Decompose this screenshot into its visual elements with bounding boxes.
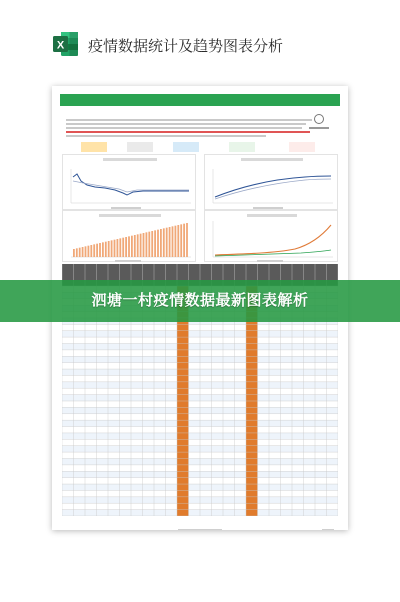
bar [102,242,104,257]
stat-cell [108,142,126,152]
stat-cell [60,142,80,152]
series-line-light [73,181,189,192]
bar [177,225,179,257]
bar [160,229,162,257]
bar [122,238,124,257]
line-chart-1 [63,155,197,211]
bar [131,236,133,257]
bar [111,240,113,257]
chart-panel-2 [204,154,338,210]
banner-title: 泗塘一村疫情数据最新图表解析 [91,292,309,309]
sheet-header-bar [60,94,340,106]
header [0,0,400,80]
bar [90,245,92,257]
bar [186,223,188,257]
bar [146,232,148,257]
bar [172,226,174,257]
legend-placeholder [257,260,283,262]
stat-cell [270,142,288,152]
line-chart-4 [205,211,339,263]
bar [163,228,165,257]
description-line [66,135,266,137]
series-line-orange [215,225,331,255]
bar [175,226,177,257]
bar [82,247,84,257]
bar [180,224,182,257]
bar [143,233,145,257]
series-line-green [215,250,331,256]
page-number-placeholder [322,529,334,530]
bar [125,237,127,257]
page-title: 疫情数据统计及趋势图表分析 [88,38,284,55]
bar [137,234,139,257]
bar [85,246,87,257]
bar-series [73,223,188,257]
series-line-light [215,179,331,199]
bar [151,231,153,257]
bar [76,248,78,257]
chart-panel-4 [204,210,338,262]
chart-title-placeholder [99,214,161,217]
line-chart-2 [205,155,339,211]
excel-icon-letter: X [56,39,65,52]
description-line [66,131,310,133]
bar [169,227,171,257]
bar-chart-3 [63,211,197,263]
bar [117,239,119,257]
logo [306,114,332,132]
stat-cell [210,142,228,152]
stat-cell [81,142,107,152]
sheet-footer [60,520,340,526]
stat-cell [289,142,315,152]
excel-file-icon [52,30,80,58]
bar [73,249,75,257]
stat-cell [173,142,199,152]
bar [105,242,107,257]
chart-title-placeholder [247,214,297,217]
chart-panel-1 [62,154,196,210]
bar [108,241,110,257]
summary-stats-row [60,142,340,152]
bar [140,234,142,257]
legend-placeholder [111,207,141,209]
legend-placeholder [115,260,141,262]
chart-title-placeholder [241,158,303,161]
bar [93,244,95,257]
bar [166,228,168,257]
chart-title-placeholder [103,158,157,161]
stat-cell [154,142,172,152]
legend-placeholder [253,207,283,209]
bar [96,244,98,257]
description-line [66,123,306,125]
description-line [66,127,302,129]
stat-cell [127,142,153,152]
bar [99,243,101,257]
footer-text-placeholder [178,529,222,530]
bar [134,235,136,257]
bar [148,232,150,257]
logo-bar [309,127,329,129]
bar [183,224,185,257]
stat-cell [229,142,255,152]
bar [157,230,159,257]
title-banner [0,280,400,322]
bar [119,238,121,257]
logo-ring [314,114,324,124]
bar [88,246,90,257]
chart-panel-3 [62,210,196,262]
description-line [66,119,312,121]
bar [128,236,130,257]
bar [154,230,156,257]
bar [79,248,81,257]
bar [114,240,116,257]
